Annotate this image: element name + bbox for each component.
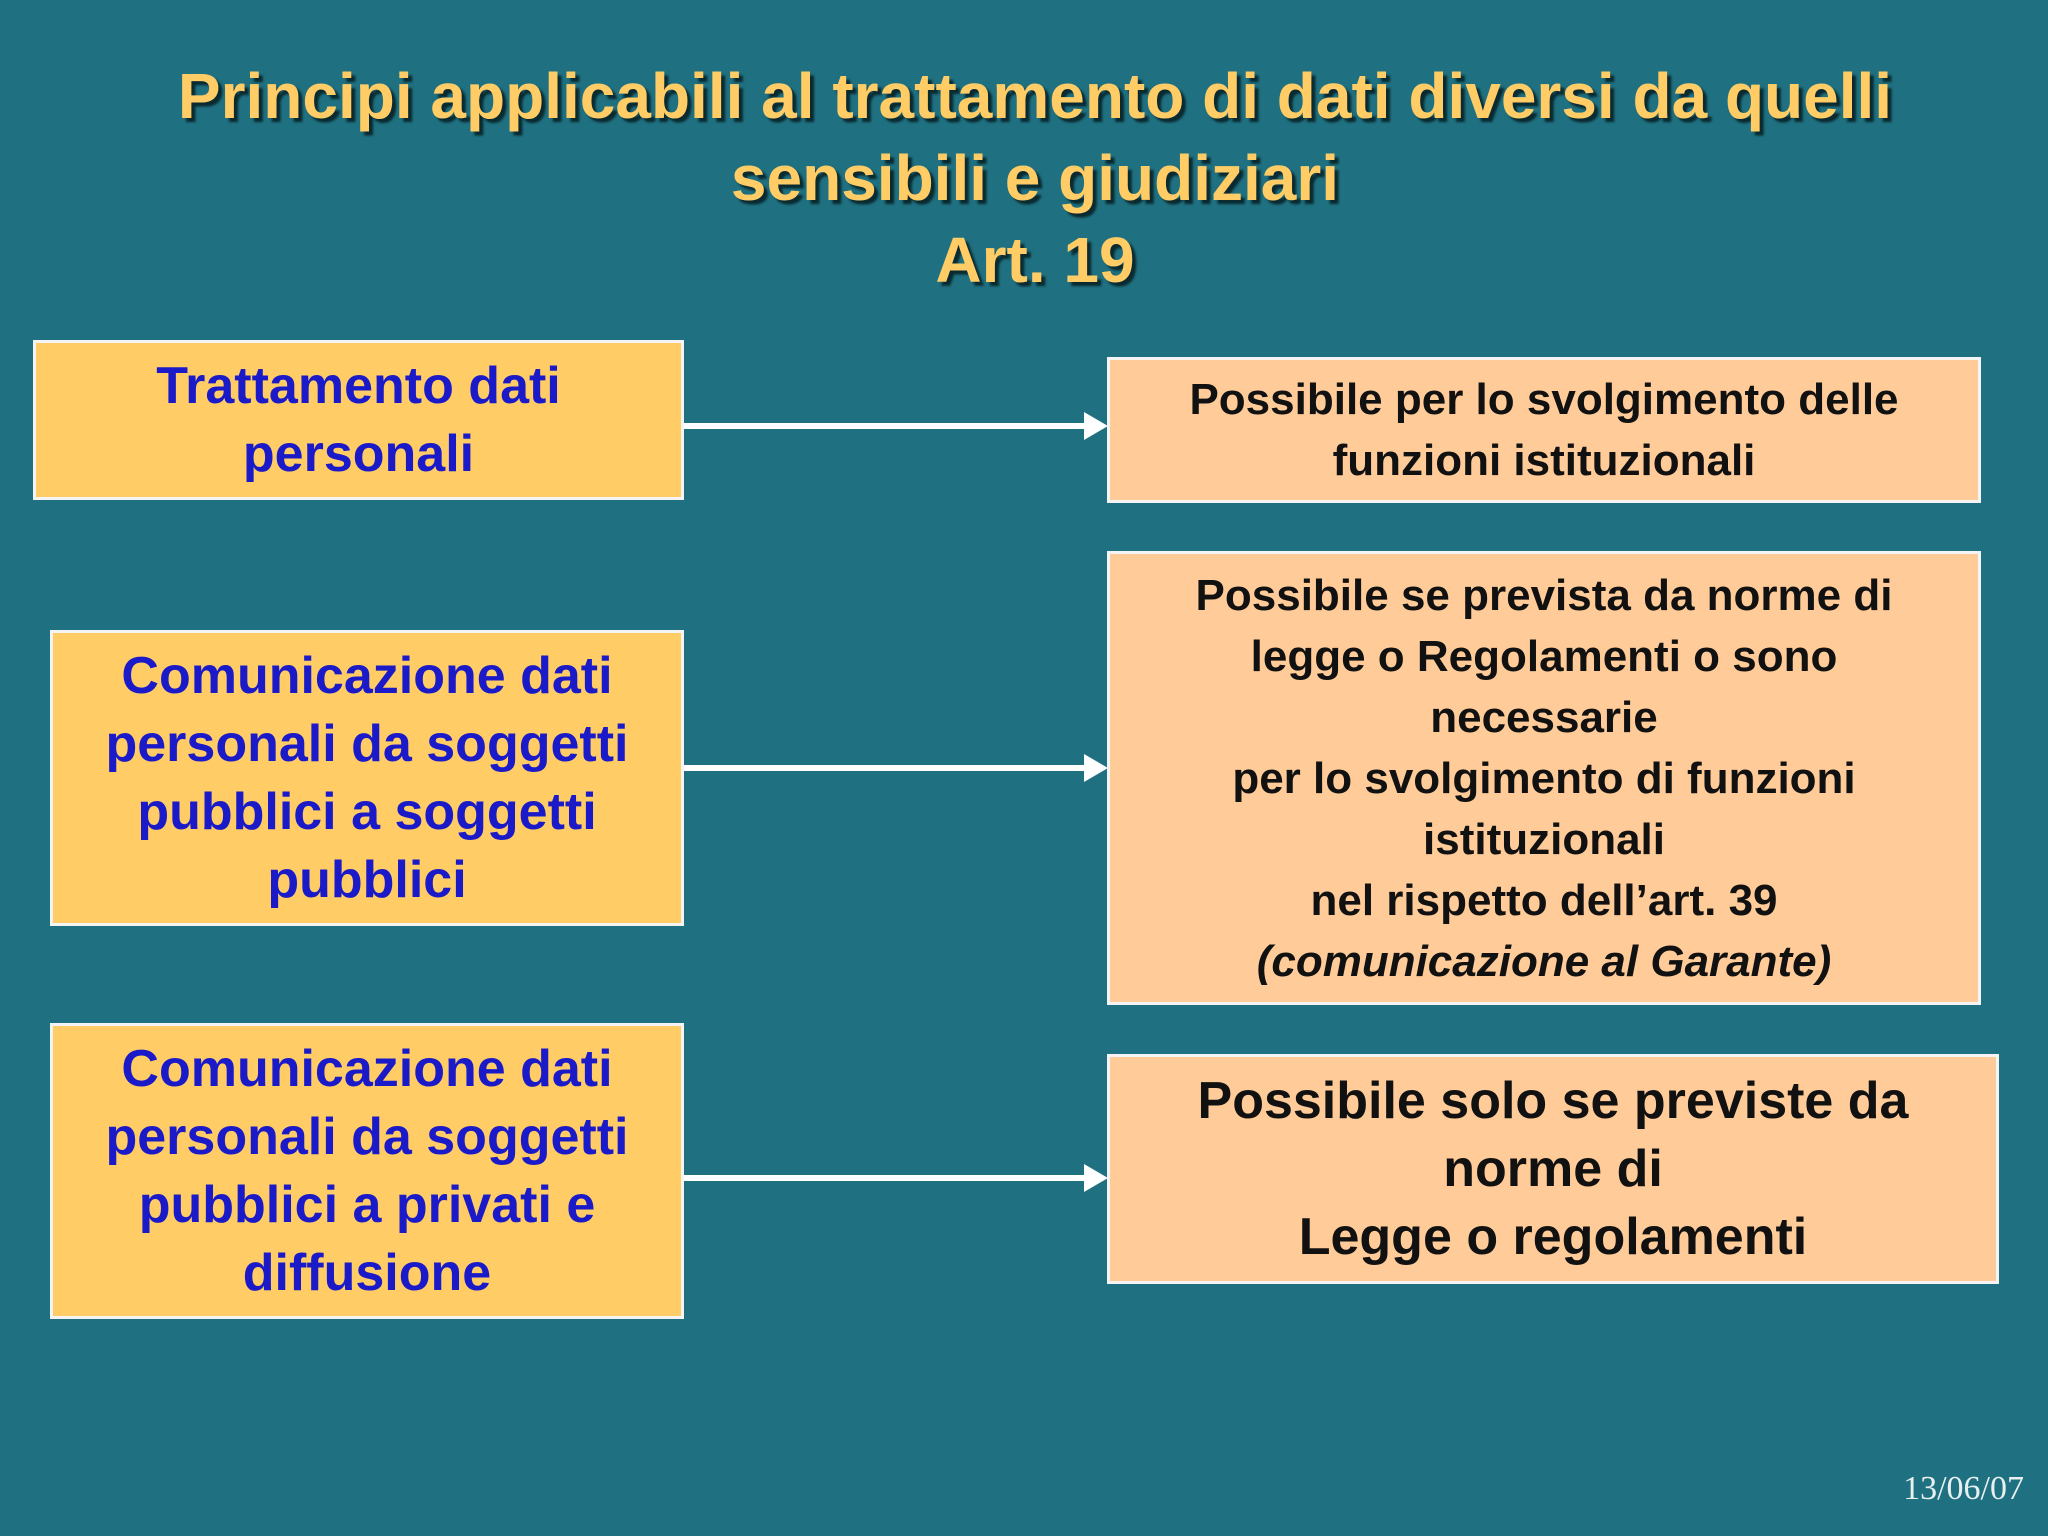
left-box-trattamento-label: Trattamento dati personali [156, 357, 561, 483]
arrow-row-2 [684, 754, 1108, 782]
title-line-3: Art. 19 [935, 224, 1135, 296]
right-box-funzioni-istituzionali-label: Possibile per lo svolgimento delle funzioni istituzionali [1189, 375, 1899, 485]
left-box-comunicazione-privati-label: Comunicazione dati personali da soggetti pubblici a privati e diffusione [105, 1040, 629, 1302]
right-box-garante-note: (comunicazione al Garante) [1256, 936, 1832, 986]
slide-date: 13/06/07 [1903, 1470, 2024, 1507]
arrowhead-icon [1084, 412, 1108, 440]
arrowhead-icon [1084, 1164, 1108, 1192]
arrow-row-3 [684, 1164, 1108, 1192]
arrowhead-icon [1084, 754, 1108, 782]
title-line-1: Principi applicabili al trattamento di dati diversi da quelli [177, 60, 1893, 132]
left-box-comunicazione-pubblici-label: Comunicazione dati personali da soggetti pubblici a soggetti pubblici [105, 647, 629, 909]
right-box-norme-regolamenti-label: Possibile se prevista da norme di legge o Regolamenti o sono necessarie per lo svolgimento di funzioni istituzionali nel rispetto dell’art. 39 [1195, 570, 1893, 925]
title-line-2: sensibili e giudiziari [730, 142, 1340, 214]
arrow-row-1 [684, 412, 1108, 440]
right-box-legge-regolamenti-label: Possibile solo se previste da norme di Legge o regolamenti [1197, 1072, 1909, 1266]
